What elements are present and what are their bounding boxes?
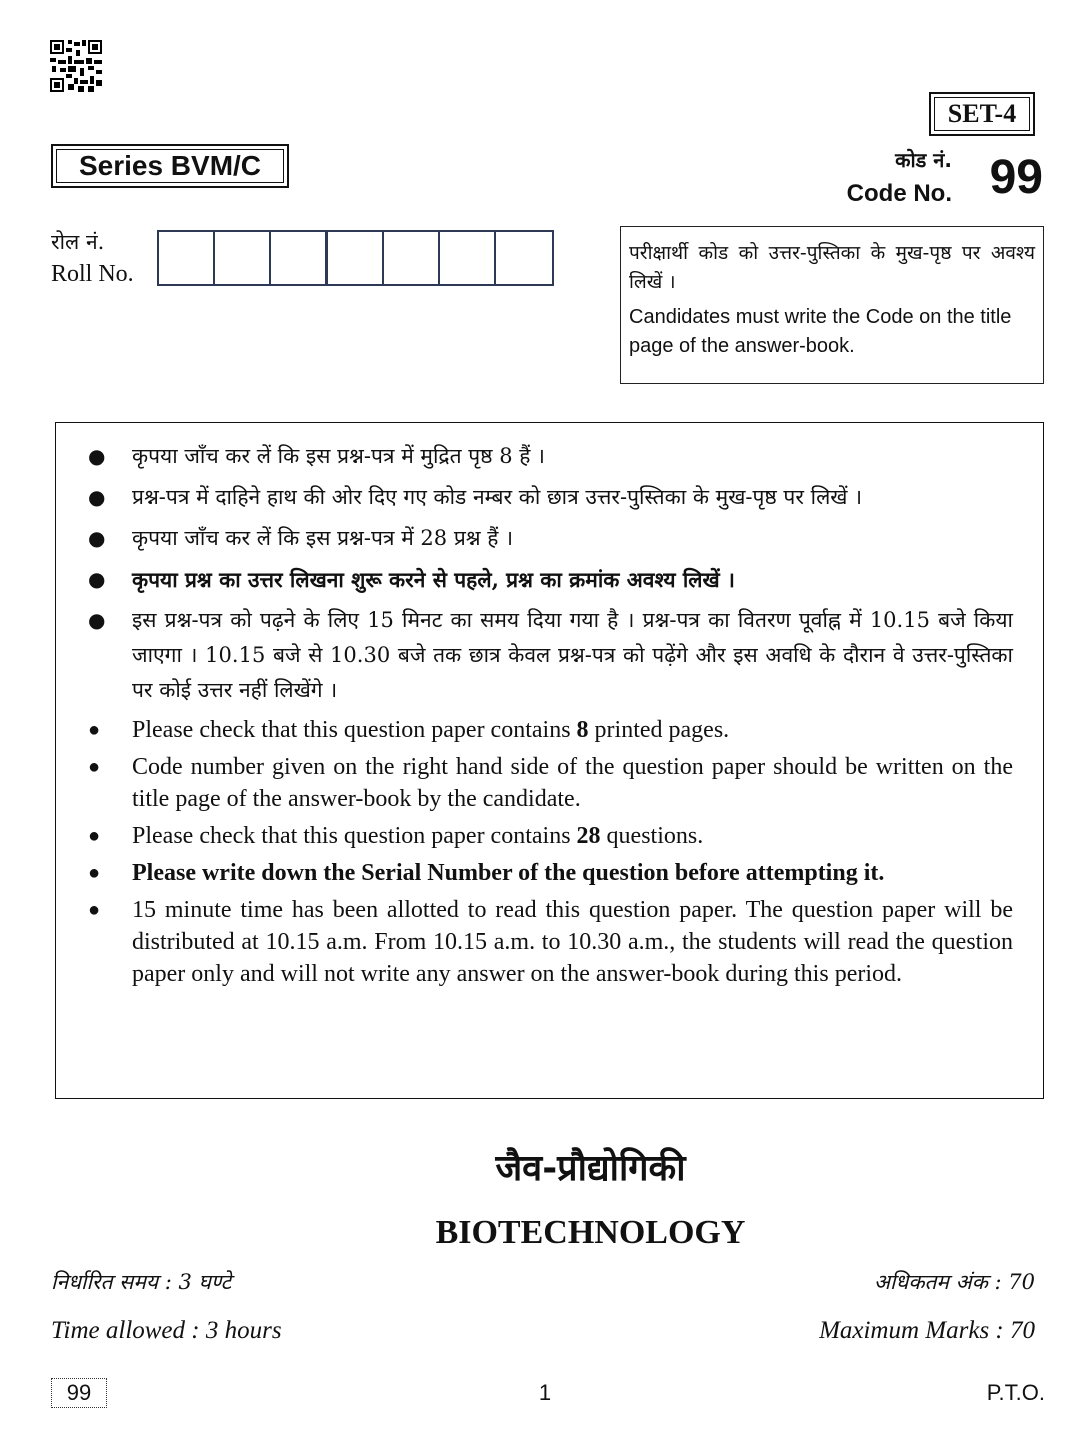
- instruction-text: कृपया प्रश्न का उत्तर लिखना शुरू करने से पहले, प्रश्न का क्रमांक अवश्य लिखें ।: [132, 567, 735, 592]
- series-label-text: Series BVM/C: [78, 150, 262, 181]
- instruction-text-strong: 28: [576, 823, 601, 849]
- instruction-text-strong: 8: [576, 717, 589, 743]
- footer-code-text: 99: [66, 1380, 92, 1405]
- roll-box[interactable]: [440, 232, 496, 284]
- bullet-icon: ●: [88, 899, 101, 921]
- roll-box[interactable]: [159, 232, 215, 284]
- footer-code: [51, 1378, 107, 1408]
- instruction-item: [86, 521, 1013, 556]
- page-number: 1: [538, 1380, 552, 1405]
- set-label: [929, 92, 1035, 136]
- roll-label-english: Roll No.: [51, 261, 134, 287]
- maximum-marks-hindi: अधिकतम अंक : 70: [873, 1270, 1035, 1294]
- bullet-icon: ●: [88, 567, 106, 591]
- instruction-text: इस प्रश्न-पत्र को पढ़ने के लिए 15 मिनट का समय दिया गया है । प्रश्न-पत्र का वितरण पूर्वाह्न में 10.15 बजे किया जाएगा । 10.15 बजे से 10.30 बजे तक छात्र केवल प्रश्न-पत्र को पढ़ेंगे और इस अवधि के दौरान वे उत्तर-पुस्तिका पर कोई उत्तर नहीं लिखेंगे ।: [132, 608, 1013, 702]
- instruction-item: [86, 439, 1013, 474]
- time-allowed-hindi: निर्धारित समय : 3 घण्टे: [51, 1270, 232, 1294]
- instruction-item: [86, 751, 1013, 815]
- instruction-text: कृपया जाँच कर लें कि इस प्रश्न-पत्र में 28 प्रश्न हैं ।: [132, 526, 514, 550]
- instruction-text: [132, 714, 1013, 746]
- instruction-item: [86, 562, 1013, 597]
- time-allowed-english: Time allowed : 3 hours: [51, 1317, 282, 1344]
- roll-box[interactable]: [328, 232, 384, 284]
- bullet-icon: ●: [88, 862, 101, 884]
- please-turn-over: P.T.O.: [986, 1380, 1045, 1405]
- bullet-icon: ●: [88, 444, 106, 468]
- bullet-icon: ●: [88, 756, 101, 778]
- maximum-marks-english: Maximum Marks : 70: [819, 1317, 1035, 1344]
- instructions-list: [86, 439, 1013, 990]
- instructions-box: [55, 422, 1044, 1099]
- bullet-icon: ●: [88, 825, 101, 847]
- code-label-hindi: कोड नं.: [895, 148, 952, 172]
- instruction-text: Code number given on the right hand side of the question paper should be written on the title page of the answer-book by the candidate.: [132, 754, 1013, 812]
- bullet-icon: ●: [88, 608, 106, 632]
- instruction-text-pre: Please check that this question paper contains: [132, 717, 577, 743]
- instruction-item: [86, 894, 1013, 990]
- bullet-icon: ●: [88, 526, 106, 550]
- instruction-text-pre: Please check that this question paper contains: [132, 823, 577, 849]
- instruction-text-post: questions.: [600, 823, 704, 849]
- instruction-text-post: printed pages.: [588, 717, 730, 743]
- instruction-text: प्रश्न-पत्र में दाहिने हाथ की ओर दिए गए कोड नम्बर को छात्र उत्तर-पुस्तिका के मुख-पृष्ठ पर लिखें ।: [132, 485, 863, 509]
- instruction-item: [86, 714, 1013, 746]
- code-number: 99: [989, 151, 1043, 204]
- instruction-item: [86, 857, 1013, 889]
- qr-code-icon: [50, 40, 102, 92]
- notice-english: Candidates must write the Code on the title page of the answer-book.: [629, 306, 1012, 357]
- bullet-icon: ●: [88, 485, 106, 509]
- roll-number-boxes[interactable]: [157, 230, 554, 286]
- candidate-notice-box: [620, 226, 1044, 384]
- instruction-item: [86, 603, 1013, 708]
- roll-box[interactable]: [496, 232, 552, 284]
- instruction-text: [132, 820, 1013, 852]
- series-label: [51, 144, 289, 188]
- bullet-icon: ●: [88, 719, 101, 741]
- roll-box[interactable]: [271, 232, 328, 284]
- instruction-text: कृपया जाँच कर लें कि इस प्रश्न-पत्र में मुद्रित पृष्ठ 8 हैं ।: [132, 444, 546, 468]
- instruction-text: Please write down the Serial Number of the question before attempting it.: [132, 860, 885, 886]
- set-label-text: SET-4: [947, 99, 1017, 128]
- instruction-text: 15 minute time has been allotted to read this question paper. The question paper will be distributed at 10.15 a.m. From 10.15 a.m. to 10.30 a.m., the students will read the question paper only and will not write any answer on the answer-book during this period.: [132, 897, 1013, 987]
- subject-title-english: BIOTECHNOLOGY: [435, 1214, 746, 1251]
- instruction-item: [86, 820, 1013, 852]
- roll-box[interactable]: [384, 232, 440, 284]
- notice-hindi: परीक्षार्थी कोड को उत्तर-पुस्तिका के मुख-पृष्ठ पर अवश्य लिखें ।: [629, 242, 1035, 293]
- roll-label-hindi: रोल नं.: [51, 230, 105, 254]
- code-label-english: Code No.: [846, 180, 952, 207]
- subject-title-hindi: जैव-प्रौद्योगिकी: [495, 1148, 686, 1189]
- roll-box[interactable]: [215, 232, 271, 284]
- instruction-item: [86, 480, 1013, 515]
